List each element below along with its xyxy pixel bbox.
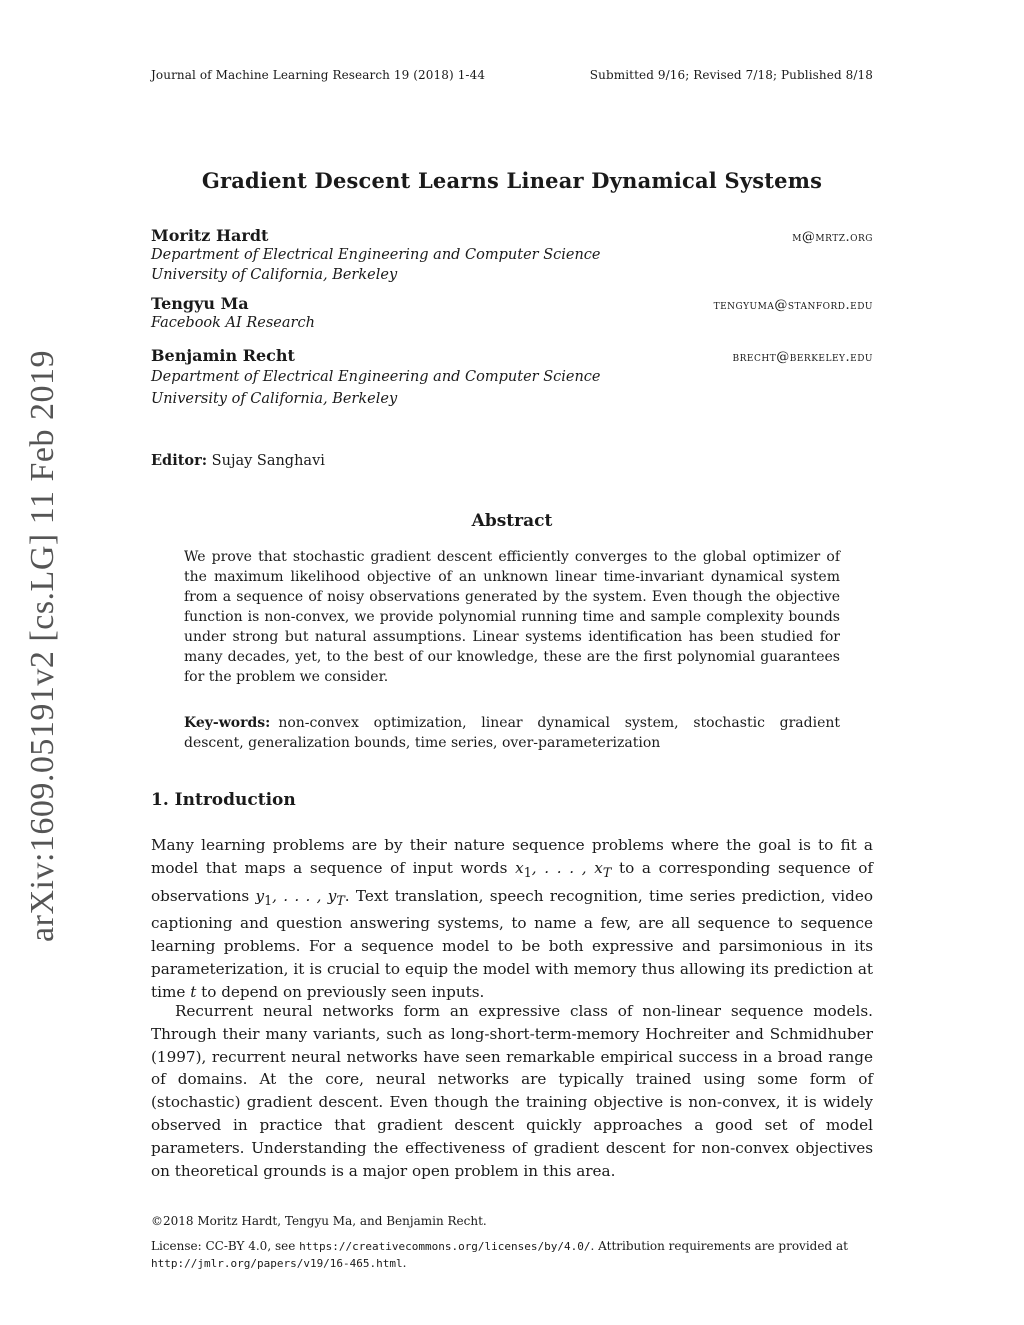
author-block [151,294,873,333]
paper-title: Gradient Descent Learns Linear Dynamical Systems [201,168,823,193]
author-affiliation: University of California, Berkeley [151,267,398,283]
author-email[interactable]: brecht@berkeley.edu [732,350,873,365]
journal-header: Journal of Machine Learning Research 19 (2018) 1-44 [151,68,486,82]
intro-paragraph-2: Recurrent neural networks form an expressive class of non-linear sequence models. Through their many variants, such as long-short-term-memory Hochreiter and Schmidhuber (1997), recurrent neural networks have seen remarkable empirical success in a broad range of domains. At the core, neural networks are typically trained using some form of (stochastic) gradient descent. Even though the training objective is non-convex, it is widely observed in practice that gradient descent quickly approaches a good set of model parameters. Understanding the effectiveness of gradient descent for non-convex objectives on theoretical grounds is a major open problem in this area. [151,1002,873,1180]
section-heading: 1. Introduction [151,790,296,810]
copyright-notice: ©2018 Moritz Hardt, Tengyu Ma, and Benjamin Recht. [151,1214,487,1228]
author-affiliation: Department of Electrical Engineering and Computer Science [151,247,601,263]
author-name: Moritz Hardt [151,226,269,245]
editor-line [151,452,325,469]
editor-label: Editor: [151,452,208,469]
author-affiliation: Facebook AI Research [151,315,315,331]
author-affiliation: University of California, Berkeley [151,391,398,407]
submission-dates: Submitted 9/16; Revised 7/18; Published 8/18 [589,68,873,82]
author-affiliation: Department of Electrical Engineering and Computer Science [151,369,601,385]
keywords [184,713,840,753]
author-name: Tengyu Ma [151,294,249,313]
author-email[interactable]: m@mrtz.org [792,230,873,245]
license-link[interactable]: https://creativecommons.org/licenses/by/4.0/ [299,1240,591,1253]
abstract-text: We prove that stochastic gradient descent efficiently converges to the global optimizer of the maximum likelihood objective of an unknown linear time-invariant dynamical system from a sequence of noisy observations generated by the system. Even though the objective function is non-convex, we provide polynomial running time and sample complexity bounds under strong but natural assumptions. Linear systems identification has been studied for many decades, yet, to the best of our knowledge, these are the first polynomial guarantees for the problem we consider. [184,549,840,685]
arxiv-stamp: arXiv:1609.05191v2 [cs.LG] 11 Feb 2019 [24,350,61,942]
editor-name: Sujay Sanghavi [211,453,325,469]
author-email[interactable]: tengyuma@stanford.edu [713,298,873,313]
abstract-heading: Abstract [471,511,553,531]
paper-link[interactable]: http://jmlr.org/papers/v19/16-465.html [151,1257,403,1270]
author-name: Benjamin Recht [151,346,295,365]
keywords-label: Key-words: [184,715,271,731]
license-notice: License: CC-BY 4.0, see https://creativecommons.org/licenses/by/4.0/. Attribution requirements are provided at http://jmlr.org/papers/v19/16-465.html. [151,1239,848,1270]
author-block [151,346,873,409]
intro-paragraph-1: Many learning problems are by their nature sequence problems where the goal is to fit a model that maps a sequence of input words $x_1$, . . . , $x_T$ to a corresponding sequence of observations $y_1$, . . . , $y_T$. Text translation, speech recognition, time series prediction, video captioning and question answering systems, to name a few, are all sequence to sequence learning problems. For a sequence model to be both expressive and parsimonious in its parameterization, it is crucial to equip the model with memory thus allowing its prediction at time t to depend on previously seen inputs. [151,836,874,1001]
author-block [151,226,873,285]
keywords-text: non-convex optimization, linear dynamical system, stochastic gradient descent, generalization bounds, time series, over-parameterization [184,715,840,751]
